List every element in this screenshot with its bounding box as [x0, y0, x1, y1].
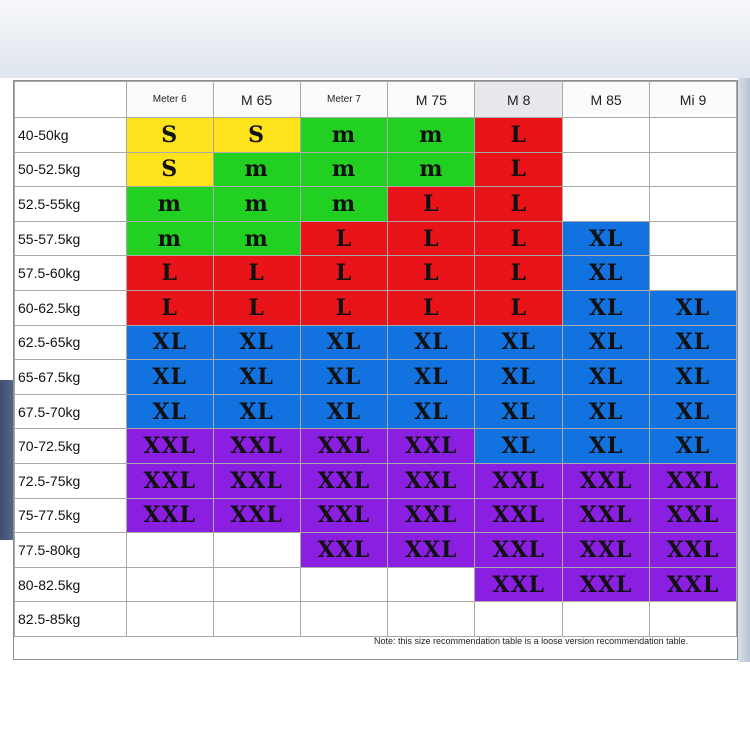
size-cell-s: S [126, 118, 213, 153]
weight-label: 67.5-70kg [15, 394, 127, 429]
size-cell-m: m [213, 187, 300, 222]
size-cell-xxl: XXL [563, 533, 650, 568]
size-cell-xl: XL [300, 394, 388, 429]
size-cell-xl: XL [388, 325, 475, 360]
empty-cell [300, 567, 388, 602]
size-cell-xl: XL [213, 394, 300, 429]
size-cell-m: m [300, 118, 388, 153]
size-cell-xxl: XXL [388, 463, 475, 498]
size-cell-m: m [388, 118, 475, 153]
column-header: Mi 9 [650, 82, 737, 118]
size-cell-xxl: XXL [126, 463, 213, 498]
size-cell-xxl: XXL [300, 533, 388, 568]
table-row [15, 429, 737, 464]
table-row [15, 602, 737, 637]
weight-label: 40-50kg [15, 118, 127, 153]
size-cell-xxl: XXL [300, 498, 388, 533]
empty-cell [300, 602, 388, 637]
empty-cell [650, 602, 737, 637]
empty-cell [213, 533, 300, 568]
weight-label: 82.5-85kg [15, 602, 127, 637]
weight-label: 65-67.5kg [15, 360, 127, 395]
background-right-shade [738, 78, 750, 662]
empty-cell [563, 187, 650, 222]
background-top [0, 0, 750, 78]
size-cell-xxl: XXL [126, 429, 213, 464]
size-cell-l: L [475, 256, 563, 291]
table-row [15, 152, 737, 187]
size-cell-xl: XL [563, 360, 650, 395]
empty-cell [650, 221, 737, 256]
background-bottom [0, 662, 750, 750]
size-table [14, 81, 737, 637]
table-row [15, 221, 737, 256]
size-cell-xl: XL [563, 256, 650, 291]
size-cell-l: L [388, 221, 475, 256]
size-cell-xxl: XXL [213, 498, 300, 533]
background-left-shade [0, 380, 14, 540]
table-row [15, 360, 737, 395]
size-cell-xl: XL [563, 394, 650, 429]
size-cell-l: L [475, 118, 563, 153]
size-cell-m: m [300, 187, 388, 222]
size-cell-xxl: XXL [563, 498, 650, 533]
size-cell-xxl: XXL [388, 429, 475, 464]
empty-cell [650, 152, 737, 187]
size-cell-l: L [300, 221, 388, 256]
empty-cell [475, 602, 563, 637]
size-cell-l: L [300, 290, 388, 325]
empty-cell [650, 256, 737, 291]
size-cell-xl: XL [126, 360, 213, 395]
size-cell-xl: XL [300, 360, 388, 395]
size-cell-xl: XL [475, 429, 563, 464]
size-chart-sheet [13, 80, 738, 660]
size-cell-xl: XL [563, 290, 650, 325]
size-cell-l: L [213, 290, 300, 325]
size-cell-l: L [475, 187, 563, 222]
size-cell-xxl: XXL [475, 498, 563, 533]
size-cell-xl: XL [475, 360, 563, 395]
size-cell-xxl: XXL [126, 498, 213, 533]
size-cell-xl: XL [126, 325, 213, 360]
empty-cell [650, 118, 737, 153]
weight-label: 70-72.5kg [15, 429, 127, 464]
column-header: M 8 [475, 82, 563, 118]
size-cell-xxl: XXL [300, 463, 388, 498]
size-cell-xl: XL [388, 360, 475, 395]
column-header: M 65 [213, 82, 300, 118]
size-cell-l: L [126, 256, 213, 291]
size-cell-xl: XL [650, 429, 737, 464]
size-cell-s: S [126, 152, 213, 187]
size-cell-xl: XL [213, 325, 300, 360]
size-cell-xxl: XXL [388, 498, 475, 533]
size-cell-m: m [126, 221, 213, 256]
size-cell-xl: XL [475, 325, 563, 360]
empty-cell [388, 567, 475, 602]
empty-cell [650, 187, 737, 222]
table-row [15, 256, 737, 291]
size-cell-xl: XL [650, 360, 737, 395]
weight-label: 77.5-80kg [15, 533, 127, 568]
size-cell-m: m [388, 152, 475, 187]
empty-cell [563, 152, 650, 187]
empty-cell [126, 567, 213, 602]
size-cell-xl: XL [650, 394, 737, 429]
weight-label: 62.5-65kg [15, 325, 127, 360]
footnote: Note: this size recommendation table is a loose version recommendation table. [374, 636, 689, 646]
table-row [15, 187, 737, 222]
size-cell-m: m [213, 152, 300, 187]
empty-cell [563, 602, 650, 637]
size-cell-xl: XL [563, 429, 650, 464]
weight-label: 80-82.5kg [15, 567, 127, 602]
weight-label: 57.5-60kg [15, 256, 127, 291]
size-cell-xxl: XXL [475, 533, 563, 568]
weight-label: 60-62.5kg [15, 290, 127, 325]
size-cell-xxl: XXL [475, 567, 563, 602]
size-cell-xl: XL [563, 325, 650, 360]
empty-cell [213, 567, 300, 602]
empty-cell [213, 602, 300, 637]
weight-label: 55-57.5kg [15, 221, 127, 256]
table-row [15, 325, 737, 360]
column-header: Meter 6 [126, 82, 213, 118]
size-table-body [15, 118, 737, 637]
weight-label: 72.5-75kg [15, 463, 127, 498]
weight-label: 75-77.5kg [15, 498, 127, 533]
size-cell-xxl: XXL [650, 498, 737, 533]
table-row [15, 394, 737, 429]
column-header: M 85 [563, 82, 650, 118]
weight-label: 52.5-55kg [15, 187, 127, 222]
size-cell-s: S [213, 118, 300, 153]
size-cell-l: L [126, 290, 213, 325]
size-cell-xxl: XXL [475, 463, 563, 498]
size-cell-xl: XL [213, 360, 300, 395]
size-cell-xl: XL [300, 325, 388, 360]
size-cell-xxl: XXL [213, 463, 300, 498]
weight-label: 50-52.5kg [15, 152, 127, 187]
size-cell-l: L [475, 290, 563, 325]
size-cell-l: L [388, 187, 475, 222]
table-row [15, 498, 737, 533]
column-header: M 75 [388, 82, 475, 118]
size-cell-xxl: XXL [563, 567, 650, 602]
size-cell-l: L [388, 256, 475, 291]
size-cell-xl: XL [650, 325, 737, 360]
size-cell-xxl: XXL [650, 533, 737, 568]
size-cell-l: L [475, 221, 563, 256]
size-cell-xl: XL [475, 394, 563, 429]
column-header: Meter 7 [300, 82, 388, 118]
size-cell-xxl: XXL [300, 429, 388, 464]
size-cell-xl: XL [388, 394, 475, 429]
table-row [15, 290, 737, 325]
table-row [15, 463, 737, 498]
size-cell-xl: XL [563, 221, 650, 256]
size-cell-m: m [300, 152, 388, 187]
table-row [15, 533, 737, 568]
size-cell-m: m [213, 221, 300, 256]
size-cell-xxl: XXL [213, 429, 300, 464]
size-cell-m: m [126, 187, 213, 222]
size-cell-xxl: XXL [388, 533, 475, 568]
size-cell-xl: XL [650, 290, 737, 325]
empty-cell [126, 602, 213, 637]
table-row [15, 118, 737, 153]
empty-cell [563, 118, 650, 153]
size-cell-xxl: XXL [650, 567, 737, 602]
size-cell-l: L [213, 256, 300, 291]
size-cell-xl: XL [126, 394, 213, 429]
empty-cell [126, 533, 213, 568]
table-row [15, 567, 737, 602]
header-row [15, 82, 737, 118]
size-cell-l: L [388, 290, 475, 325]
size-cell-l: L [475, 152, 563, 187]
empty-cell [388, 602, 475, 637]
size-cell-xxl: XXL [563, 463, 650, 498]
size-cell-l: L [300, 256, 388, 291]
size-cell-xxl: XXL [650, 463, 737, 498]
corner-cell [15, 82, 127, 118]
